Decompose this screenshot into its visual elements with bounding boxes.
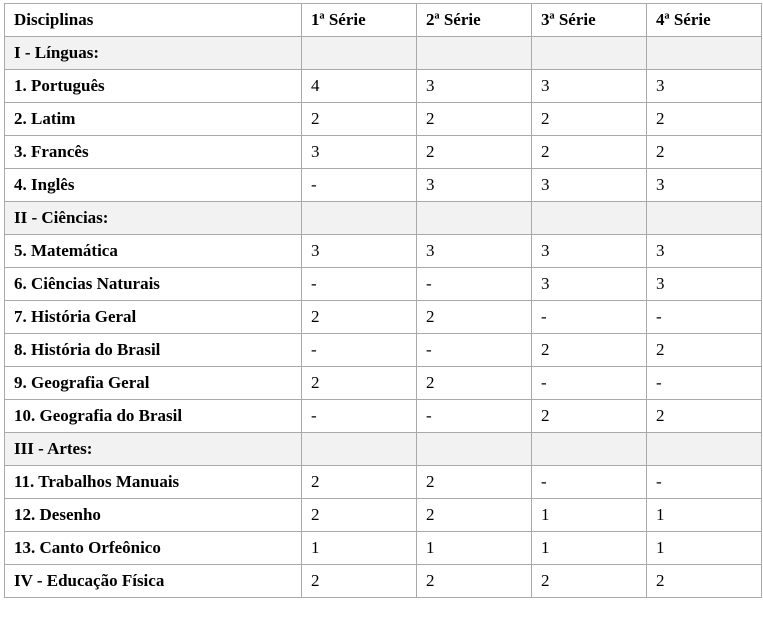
table-row: [5, 301, 762, 334]
section-row: [5, 433, 762, 466]
section-empty-cell: [302, 433, 417, 466]
discipline-name: 3. Francês: [5, 136, 302, 169]
table-row: [5, 367, 762, 400]
hours-serie-4: -: [647, 466, 762, 499]
hours-serie-4: 2: [647, 565, 762, 598]
table-row: [5, 268, 762, 301]
table-row: [5, 499, 762, 532]
hours-serie-4: 2: [647, 334, 762, 367]
hours-serie-2: 3: [417, 169, 532, 202]
hours-serie-2: 2: [417, 301, 532, 334]
hours-serie-2: 2: [417, 499, 532, 532]
hours-serie-1: 2: [302, 103, 417, 136]
hours-serie-3: 2: [532, 136, 647, 169]
discipline-name: IV - Educação Física: [5, 565, 302, 598]
table-body: [5, 37, 762, 598]
discipline-name: 5. Matemática: [5, 235, 302, 268]
hours-serie-1: -: [302, 400, 417, 433]
curriculum-table: [4, 3, 762, 598]
section-empty-cell: [532, 202, 647, 235]
hours-serie-1: 2: [302, 301, 417, 334]
hours-serie-4: 3: [647, 235, 762, 268]
hours-serie-2: -: [417, 334, 532, 367]
discipline-name: 1. Português: [5, 70, 302, 103]
discipline-name: 12. Desenho: [5, 499, 302, 532]
hours-serie-4: 3: [647, 268, 762, 301]
section-row: [5, 202, 762, 235]
discipline-name: 4. Inglês: [5, 169, 302, 202]
section-empty-cell: [647, 37, 762, 70]
table-header-row: [5, 4, 762, 37]
section-empty-cell: [302, 37, 417, 70]
hours-serie-2: -: [417, 400, 532, 433]
hours-serie-1: 4: [302, 70, 417, 103]
table-row: [5, 532, 762, 565]
table-row: [5, 169, 762, 202]
hours-serie-1: -: [302, 169, 417, 202]
hours-serie-2: -: [417, 268, 532, 301]
hours-serie-3: -: [532, 301, 647, 334]
section-empty-cell: [417, 433, 532, 466]
hours-serie-1: 2: [302, 565, 417, 598]
hours-serie-1: 1: [302, 532, 417, 565]
table-row: [5, 70, 762, 103]
header-serie-3: 3ª Série: [532, 4, 647, 37]
section-empty-cell: [647, 202, 762, 235]
section-label: III - Artes:: [5, 433, 302, 466]
hours-serie-3: 2: [532, 565, 647, 598]
table-row: [5, 136, 762, 169]
table-row: [5, 334, 762, 367]
section-empty-cell: [647, 433, 762, 466]
hours-serie-2: 2: [417, 103, 532, 136]
hours-serie-4: 2: [647, 103, 762, 136]
header-serie-4: 4ª Série: [647, 4, 762, 37]
discipline-name: 11. Trabalhos Manuais: [5, 466, 302, 499]
hours-serie-1: 2: [302, 367, 417, 400]
hours-serie-2: 2: [417, 367, 532, 400]
section-empty-cell: [417, 37, 532, 70]
discipline-name: 6. Ciências Naturais: [5, 268, 302, 301]
section-label: I - Línguas:: [5, 37, 302, 70]
discipline-name: 7. História Geral: [5, 301, 302, 334]
hours-serie-4: 1: [647, 532, 762, 565]
discipline-name: 10. Geografia do Brasil: [5, 400, 302, 433]
hours-serie-3: 2: [532, 103, 647, 136]
hours-serie-1: -: [302, 334, 417, 367]
hours-serie-3: 3: [532, 235, 647, 268]
discipline-name: 2. Latim: [5, 103, 302, 136]
hours-serie-4: 3: [647, 169, 762, 202]
discipline-name: 13. Canto Orfeônico: [5, 532, 302, 565]
hours-serie-3: 3: [532, 169, 647, 202]
hours-serie-4: 1: [647, 499, 762, 532]
hours-serie-2: 1: [417, 532, 532, 565]
table-row: [5, 400, 762, 433]
header-serie-1: 1ª Série: [302, 4, 417, 37]
section-row: [5, 37, 762, 70]
hours-serie-2: 3: [417, 235, 532, 268]
hours-serie-3: 2: [532, 334, 647, 367]
hours-serie-3: -: [532, 466, 647, 499]
hours-serie-4: -: [647, 367, 762, 400]
hours-serie-3: 2: [532, 400, 647, 433]
hours-serie-2: 3: [417, 70, 532, 103]
hours-serie-1: 3: [302, 235, 417, 268]
discipline-name: 9. Geografia Geral: [5, 367, 302, 400]
hours-serie-3: 3: [532, 70, 647, 103]
hours-serie-4: 3: [647, 70, 762, 103]
discipline-name: 8. História do Brasil: [5, 334, 302, 367]
header-serie-2: 2ª Série: [417, 4, 532, 37]
hours-serie-3: 1: [532, 532, 647, 565]
section-label: II - Ciências:: [5, 202, 302, 235]
hours-serie-3: -: [532, 367, 647, 400]
section-empty-cell: [532, 37, 647, 70]
section-empty-cell: [417, 202, 532, 235]
section-empty-cell: [532, 433, 647, 466]
hours-serie-3: 3: [532, 268, 647, 301]
hours-serie-2: 2: [417, 466, 532, 499]
table-row: [5, 565, 762, 598]
section-empty-cell: [302, 202, 417, 235]
hours-serie-1: 2: [302, 499, 417, 532]
hours-serie-2: 2: [417, 565, 532, 598]
hours-serie-4: -: [647, 301, 762, 334]
hours-serie-4: 2: [647, 136, 762, 169]
hours-serie-3: 1: [532, 499, 647, 532]
hours-serie-1: 3: [302, 136, 417, 169]
hours-serie-1: -: [302, 268, 417, 301]
hours-serie-1: 2: [302, 466, 417, 499]
hours-serie-4: 2: [647, 400, 762, 433]
table-row: [5, 466, 762, 499]
table-row: [5, 103, 762, 136]
table-row: [5, 235, 762, 268]
hours-serie-2: 2: [417, 136, 532, 169]
header-disciplinas: Disciplinas: [5, 4, 302, 37]
